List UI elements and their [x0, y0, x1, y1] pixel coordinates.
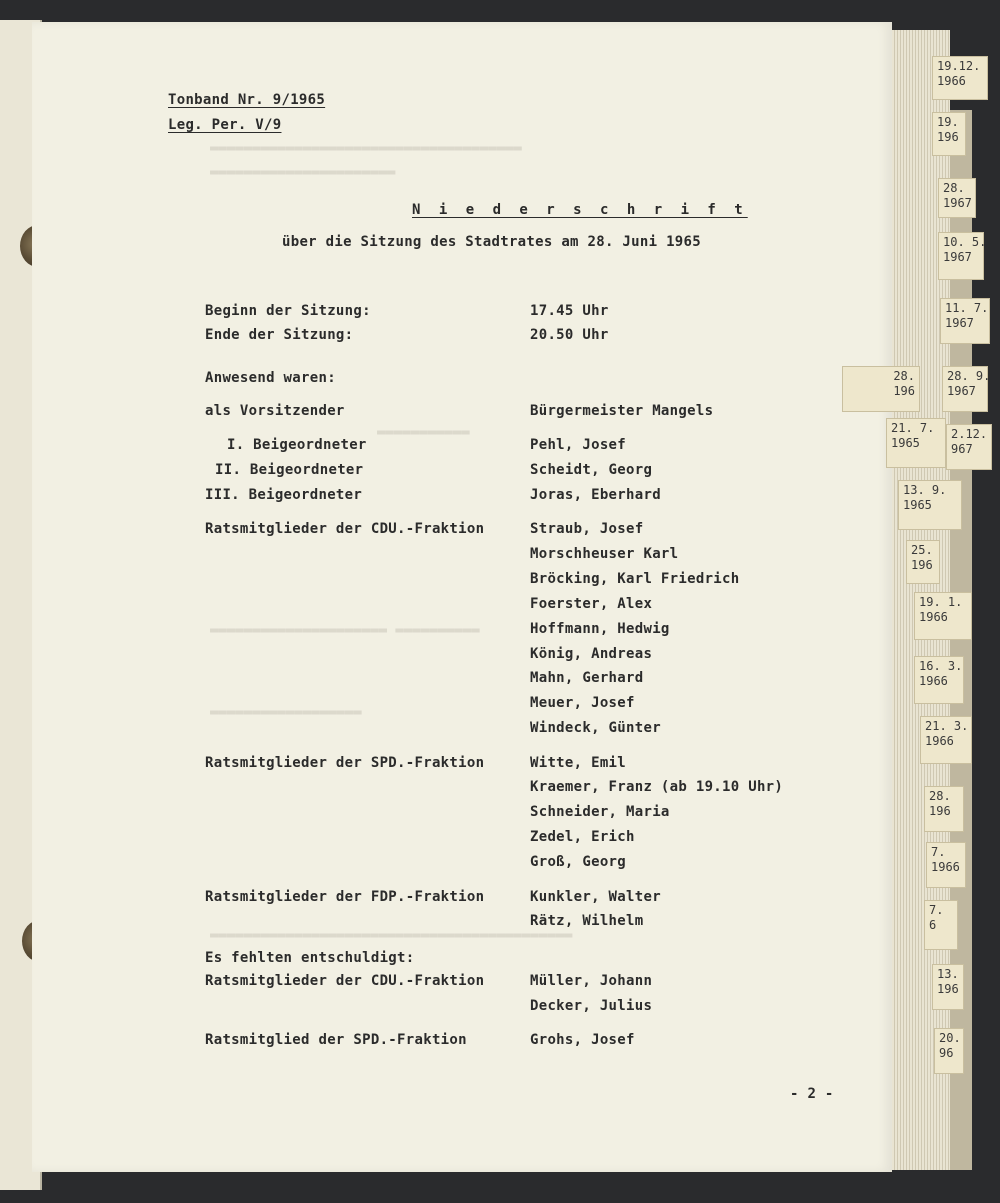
- show-through-text: ▬▬▬▬▬▬▬▬▬▬▬▬▬▬▬▬▬▬▬▬▬▬: [210, 164, 396, 180]
- deputy-label: III. Beigeordneter: [205, 487, 363, 503]
- absent-label: Es fehlten entschuldigt:: [205, 950, 415, 966]
- cdu-member: Mahn, Gerhard: [530, 670, 644, 686]
- cdu-label: Ratsmitglieder der CDU.-Fraktion: [205, 521, 485, 537]
- deputy-name: Pehl, Josef: [530, 437, 627, 453]
- cdu-member: Bröcking, Karl Friedrich: [530, 571, 740, 587]
- show-through-text: ▬▬▬▬▬▬▬▬▬▬▬▬▬▬▬▬▬▬▬▬▬▬▬▬▬▬▬▬▬▬▬▬▬▬▬▬▬: [210, 140, 522, 156]
- fdp-member: Kunkler, Walter: [530, 889, 661, 905]
- index-tab[interactable]: 28. 196: [842, 366, 920, 412]
- index-tab[interactable]: 10. 5. 1967: [938, 232, 984, 280]
- cdu-member: Windeck, Günter: [530, 720, 661, 736]
- cdu-member: Meuer, Josef: [530, 695, 635, 711]
- begin-label: Beginn der Sitzung:: [205, 303, 371, 319]
- index-tab[interactable]: 20. 96: [934, 1028, 964, 1074]
- index-tab[interactable]: 2.12. 967: [946, 424, 992, 470]
- spd-label: Ratsmitglieder der SPD.-Fraktion: [205, 755, 485, 771]
- spd-member: Zedel, Erich: [530, 829, 635, 845]
- present-label: Anwesend waren:: [205, 370, 336, 386]
- index-tab[interactable]: 13. 196: [932, 964, 964, 1010]
- deputy-name: Joras, Eberhard: [530, 487, 661, 503]
- index-tab[interactable]: 28. 9. 1967: [942, 366, 988, 412]
- cdu-member: Straub, Josef: [530, 521, 644, 537]
- end-value: 20.50 Uhr: [530, 327, 609, 343]
- index-tab[interactable]: 19. 1. 1966: [914, 592, 972, 640]
- spd-member: Schneider, Maria: [530, 804, 670, 820]
- index-tab[interactable]: 7. 1966: [926, 842, 966, 888]
- deputy-label: I. Beigeordneter: [227, 437, 367, 453]
- index-tab[interactable]: 25. 196: [906, 540, 940, 584]
- document-subtitle: über die Sitzung des Stadtrates am 28. Juni 1965: [282, 234, 701, 250]
- index-tab[interactable]: 19.12. 1966: [932, 56, 988, 100]
- deputy-name: Scheidt, Georg: [530, 462, 653, 478]
- absent-member: Grohs, Josef: [530, 1032, 635, 1048]
- show-through-text: ▬▬▬▬▬▬▬▬▬▬▬▬▬▬▬▬▬▬: [210, 704, 362, 720]
- document-title: N i e d e r s c h r i f t: [412, 202, 748, 218]
- absent-member: Decker, Julius: [530, 998, 653, 1014]
- absent-member: Müller, Johann: [530, 973, 653, 989]
- tape-number: Tonband Nr. 9/1965: [168, 92, 326, 108]
- show-through-text: ▬▬▬▬▬▬▬▬▬▬▬▬▬▬▬▬▬▬▬▬▬▬▬▬▬▬▬▬▬▬▬▬▬▬▬▬▬▬▬▬▬▬▬: [210, 927, 573, 943]
- fdp-label: Ratsmitglieder der FDP.-Fraktion: [205, 889, 485, 905]
- index-tab[interactable]: 19. 196: [932, 112, 966, 156]
- index-tab[interactable]: 28. 196: [924, 786, 964, 832]
- index-tab[interactable]: 11. 7. 1967: [940, 298, 990, 344]
- index-tab[interactable]: 28. 1967: [938, 178, 976, 218]
- index-tab[interactable]: 21. 7. 1965: [886, 418, 946, 468]
- document-page: [32, 22, 892, 1172]
- cdu-member: Hoffmann, Hedwig: [530, 621, 670, 637]
- spd-member: Groß, Georg: [530, 854, 627, 870]
- chair-name: Bürgermeister Mangels: [530, 403, 714, 419]
- cdu-member: Foerster, Alex: [530, 596, 653, 612]
- fdp-member: Rätz, Wilhelm: [530, 913, 644, 929]
- cdu-member: Morschheuser Karl: [530, 546, 679, 562]
- index-tab[interactable]: 13. 9. 1965: [898, 480, 962, 530]
- spd-member: Kraemer, Franz (ab 19.10 Uhr): [530, 779, 784, 795]
- absent-spd-label: Ratsmitglied der SPD.-Fraktion: [205, 1032, 467, 1048]
- end-label: Ende der Sitzung:: [205, 327, 354, 343]
- show-through-text: ▬▬▬▬▬▬▬▬▬▬▬▬▬▬▬▬▬▬▬▬▬ ▬▬▬▬▬▬▬▬▬▬: [210, 622, 480, 638]
- absent-cdu-label: Ratsmitglieder der CDU.-Fraktion: [205, 973, 485, 989]
- show-through-text: ▬▬▬▬▬▬▬▬▬▬▬: [377, 424, 470, 440]
- legislative-period: Leg. Per. V/9: [168, 117, 282, 133]
- index-tab[interactable]: 7. 6: [924, 900, 958, 950]
- begin-value: 17.45 Uhr: [530, 303, 609, 319]
- deputy-label: II. Beigeordneter: [215, 462, 364, 478]
- index-tab[interactable]: 16. 3. 1966: [914, 656, 964, 704]
- spd-member: Witte, Emil: [530, 755, 627, 771]
- index-tab[interactable]: 21. 3. 1966: [920, 716, 972, 764]
- page-number: - 2 -: [790, 1086, 834, 1102]
- cdu-member: König, Andreas: [530, 646, 653, 662]
- chair-label: als Vorsitzender: [205, 403, 345, 419]
